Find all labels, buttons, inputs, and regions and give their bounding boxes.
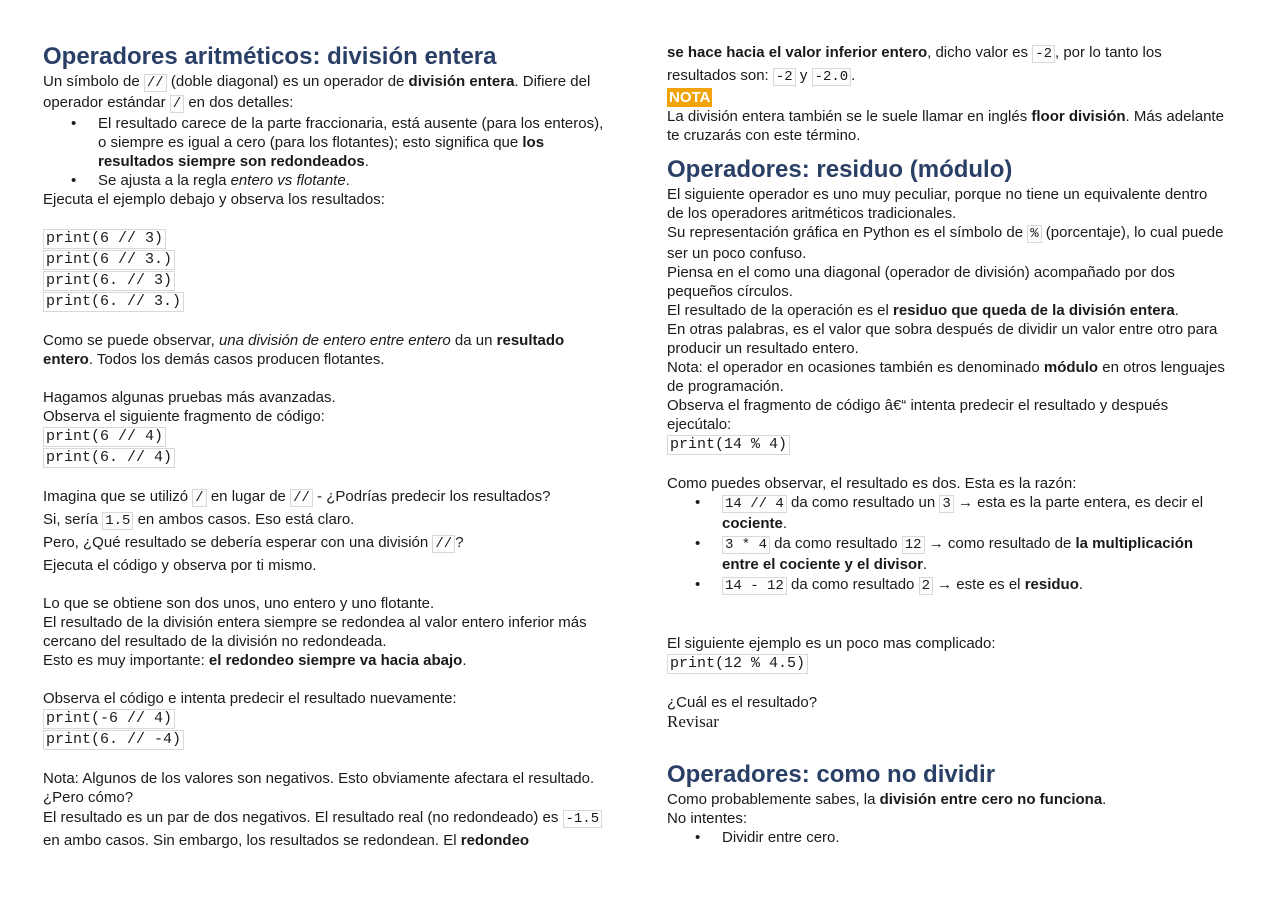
paragraph: Su representación gráfica en Python es el símbolo de % (porcentaje), lo cual puede ser un poco confuso. (667, 224, 1224, 262)
code-line: print(6. // 3.) (43, 292, 184, 312)
list-item: • 14 - 12 da como resultado 2 → este es el residuo. (722, 575, 1227, 596)
paragraph: Hagamos algunas pruebas más avanzadas. (43, 389, 336, 406)
list-item: • Dividir entre cero. (722, 828, 1227, 847)
paragraph: La división entera también se le suele llamar en inglés floor división. Más adelante te cruzarás con este término. (667, 108, 1224, 144)
paragraph: Pero, ¿Qué resultado se debería esperar con una división // ? (43, 534, 464, 552)
list-item: • El resultado carece de la parte fraccionaria, está ausente (para los enteros), o siempre es igual a cero (para los flotantes); esto significa que los resultados siempre son redondeados. (98, 114, 605, 171)
code-block (43, 228, 605, 312)
paragraph: Piensa en el como una diagonal (operador de división) acompañado por dos pequeños círculos. (667, 264, 1175, 300)
revisar-link[interactable]: Revisar (667, 712, 719, 731)
bullet-list (667, 828, 1227, 847)
code-block (43, 708, 605, 750)
right-column (667, 42, 1227, 847)
paragraph: Ejecuta el ejemplo debajo y observa los resultados: (43, 191, 385, 208)
code-block (667, 434, 1227, 455)
left-column (43, 42, 605, 851)
paragraph: Como se puede observar, una división de entero entre entero da un resultado entero. Todos los demás casos producen flotantes. (43, 332, 565, 368)
paragraph: El siguiente ejemplo es un poco mas complicado: (667, 635, 996, 652)
paragraph: Observa el código e intenta predecir el resultado nuevamente: (43, 690, 457, 707)
paragraph: En otras palabras, es el valor que sobra después de dividir un valor entre otro para producir un resultado entero. (667, 321, 1218, 357)
list-item: • Se ajusta a la regla entero vs flotante. (98, 171, 605, 190)
code-block (43, 426, 605, 468)
code-line: print(14 % 4) (667, 435, 790, 455)
section-title-no-dividir: Operadores: como no dividir (667, 761, 996, 788)
paragraph: Imagina que se utilizó / en lugar de // - ¿Podrías predecir los resultados? (43, 488, 551, 506)
paragraph: Nota: Algunos de los valores son negativos. Esto obviamente afectara el resultado. ¿Pero cómo? (43, 770, 595, 806)
code-line: print(6 // 4) (43, 427, 166, 447)
bullet-list (43, 114, 605, 190)
paragraph: Si, sería 1.5 en ambos casos. Eso está claro. (43, 511, 355, 529)
code-line: print(6 // 3) (43, 229, 166, 249)
paragraph: Nota: el operador en ocasiones también es denominado módulo en otros lenguajes de programación. (667, 359, 1225, 395)
paragraph: Ejecuta el código y observa por ti mismo. (43, 557, 317, 574)
section-title-residuo: Operadores: residuo (módulo) (667, 156, 1013, 183)
paragraph: Un símbolo de // (doble diagonal) es un operador de división entera. Difiere del operador estándar / en dos detalles: (43, 73, 591, 112)
paragraph: Lo que se obtiene son dos unos, uno entero y uno flotante. (43, 595, 435, 612)
paragraph: El resultado es un par de dos negativos. El resultado real (no redondeado) es -1.5 en ambo casos. Sin embargo, los resultados se redondean. El redondeo (43, 807, 605, 851)
paragraph: ¿Cuál es el resultado? (667, 694, 818, 711)
paragraph: Esto es muy importante: el redondeo siempre va hacia abajo. (43, 652, 467, 669)
bullet-list (667, 493, 1227, 596)
paragraph: No intentes: (667, 810, 748, 827)
code-block (667, 653, 1227, 674)
code-line: print(6. // 4) (43, 448, 175, 468)
paragraph: Observa el siguiente fragmento de código: (43, 408, 325, 425)
code-line: print(6 // 3.) (43, 250, 175, 270)
code-line: print(6. // -4) (43, 730, 184, 750)
paragraph: El resultado de la división entera siempre se redondea al valor entero inferior más cercano del resultado de la división no redondeada. (43, 614, 587, 650)
note-badge: NOTA (669, 89, 711, 106)
paragraph: El siguiente operador es uno muy peculiar, porque no tiene un equivalente dentro de los operadores aritméticos tradicionales. (667, 186, 1208, 222)
list-item: • 3 * 4 da como resultado 12 → como resultado de la multiplicación entre el cociente y el divisor. (722, 534, 1227, 575)
list-item: • 14 // 4 da como resultado un 3 → esta es la parte entera, es decir el cociente. (722, 493, 1227, 534)
code-line: print(-6 // 4) (43, 709, 175, 729)
code-line: print(6. // 3) (43, 271, 175, 291)
paragraph: Observa el fragmento de código â€“ intenta predecir el resultado y después ejecútalo: (667, 397, 1169, 433)
paragraph: El resultado de la operación es el residuo que queda de la división entera. (667, 302, 1179, 319)
paragraph: Como probablemente sabes, la división entre cero no funciona. (667, 791, 1107, 808)
paragraph: se hace hacia el valor inferior entero, dicho valor es -2 , por lo tanto los resultados son: -2 y -2.0 . (667, 44, 1162, 85)
section-title-division-entera: Operadores aritméticos: división entera (43, 43, 497, 70)
paragraph: Como puedes observar, el resultado es dos. Esta es la razón: (667, 475, 1077, 492)
code-line: print(12 % 4.5) (667, 654, 808, 674)
